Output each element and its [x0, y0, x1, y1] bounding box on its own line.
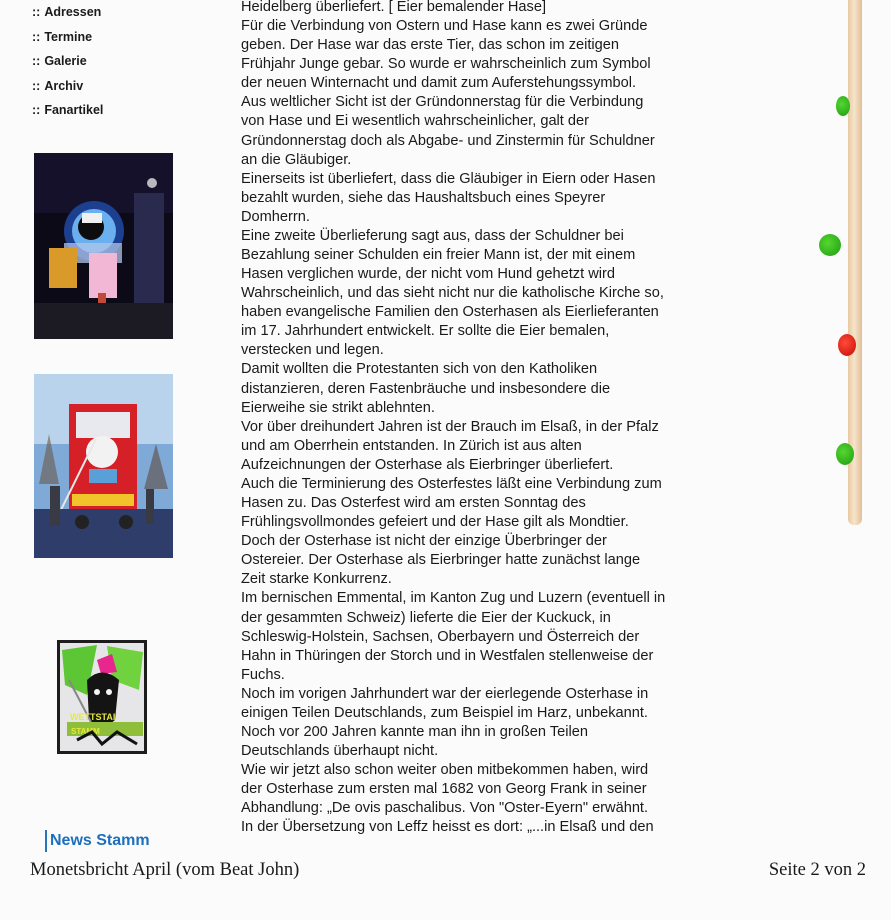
article-line: Heidelberg überliefert. [ Eier bemalender Hase] — [241, 0, 547, 15]
article-line: Wie wir jetzt also schon weiter oben mitbekommen haben, wird — [241, 762, 649, 779]
article-line: Damit wollten die Protestanten sich von den Katholiken — [241, 361, 598, 378]
article-line: der Osterhase zum ersten mal 1682 von Georg Frank in seiner — [241, 781, 647, 798]
article-line: Für die Verbindung von Ostern und Hase kann es zwei Gründe — [241, 18, 648, 35]
article-line: Vor über dreihundert Jahren ist der Brauch im Elsaß, in der Pfalz — [241, 418, 659, 435]
news-stamm-link[interactable]: News Stamm — [45, 830, 150, 852]
article-line: geben. Der Hase war das erste Tier, das schon im zeitigen — [241, 37, 620, 54]
article-line: distanzieren, deren Fastenbräuche und insbesondere die — [241, 380, 611, 397]
article-line: Doch der Osterhase ist nicht der einzige Überbringer der — [241, 533, 607, 550]
nav-bullet: :: — [32, 103, 41, 118]
article-line: In der Übersetzung von Leffz heisst es dort: „...in Elsaß und den — [241, 819, 654, 836]
article-line: von Hase und Ei wesentlich wahrscheinlicher, galt der — [241, 113, 590, 130]
article-line: Hasen verglichen wurde, der nicht vom Hund gehetzt wird — [241, 266, 615, 283]
article-line: Eine zweite Überlieferung sagt aus, dass der Schuldner bei — [241, 227, 624, 244]
photo-carnival-night — [34, 153, 173, 339]
article-line: Zeit starke Konkurrenz. — [241, 571, 392, 588]
green-dot-decoration — [819, 234, 841, 256]
article-line: Abhandlung: „De ovis paschalibus. Von "Oster-Eyern" erwähnt. — [241, 800, 649, 817]
article-line: Hahn in Thüringen der Storch und in Westfalen stellenweise der — [241, 647, 654, 664]
article-line: Fuchs. — [241, 666, 285, 683]
article-line: an die Gläubiger. — [241, 151, 352, 168]
green-dot-decoration — [836, 96, 850, 116]
article-line: verstecken und legen. — [241, 342, 384, 359]
article-line: und am Oberrhein entstanden. In Zürich ist aus alten — [241, 437, 582, 454]
article-line: Einerseits ist überliefert, dass die Gläubiger in Eiern oder Hasen — [241, 170, 656, 187]
nav-bullet: :: — [32, 54, 41, 69]
article-line: haben evangelische Familien den Osterhasen als Eierlieferanten — [241, 304, 659, 321]
article-line: Schleswig-Holstein, Sachsen, Oberbayern und Österreich der — [241, 628, 640, 645]
nav-item-termine[interactable] — [32, 27, 103, 52]
article-line: Frühlingsvollmondes gefeiert und der Hase gilt als Mondtier. — [241, 514, 629, 531]
nav-bullet: :: — [32, 78, 41, 93]
nav-item-galerie[interactable] — [32, 51, 103, 76]
wettstai-stamm-logo[interactable] — [57, 640, 147, 754]
article-line: Gründonnerstag doch als Abgabe- und Zinstermin für Schuldner — [241, 132, 655, 149]
article-line: Noch vor 200 Jahren kannte man ihn in großen Teilen — [241, 723, 588, 740]
sidebar-nav — [32, 2, 103, 125]
article-line: Auch die Terminierung des Osterfestes läßt eine Verbindung zum — [241, 475, 662, 492]
article-line: Noch im vorigen Jahrhundert war der eierlegende Osterhase in — [241, 685, 649, 702]
article-line: Ostereier. Der Osterhase als Eierbringer hatte zunächst lange — [241, 552, 641, 569]
logo-text-line1: WETTSTAI — [70, 712, 116, 722]
article-line: der gesammten Schweiz) lieferte die Eier der Kuckuck, in — [241, 609, 611, 626]
nav-item-label: Archiv — [44, 78, 84, 93]
nav-item-adressen[interactable] — [32, 2, 103, 27]
article-line: Frühjahr Junge gebar. So wurde er wahrscheinlich zum Symbol — [241, 56, 651, 73]
article-line: Hasen zu. Das Osterfest wird am ersten Sonntag des — [241, 495, 586, 512]
article-line: Aus weltlicher Sicht ist der Gründonnerstag für die Verbindung — [241, 94, 644, 111]
nav-item-fanartikel[interactable] — [32, 100, 103, 125]
nav-item-label: Galerie — [44, 54, 87, 69]
footer-title: Monetsbricht April (vom Beat John) — [30, 860, 300, 880]
article-line: Deutschlands überhaupt nicht. — [241, 743, 439, 760]
article-line: Im bernischen Emmental, im Kanton Zug und Luzern (eventuell in — [241, 590, 666, 607]
nav-item-label: Termine — [44, 29, 93, 44]
nav-item-archiv[interactable] — [32, 76, 103, 101]
nav-bullet: :: — [32, 29, 41, 44]
nav-item-label: Adressen — [44, 5, 102, 19]
green-dot-decoration — [836, 443, 854, 465]
nav-bullet: :: — [32, 5, 41, 19]
article-line: der neuen Winternacht und damit zum Auferstehungssymbol. — [241, 75, 637, 92]
article-line: Wahrscheinlich, und das sieht nicht nur die katholische Kirche so, — [241, 285, 664, 302]
article-line: bezahlt wurden, siehe das Haushaltsbuch eines Speyrer — [241, 189, 606, 206]
nav-item-label: Fanartikel — [44, 103, 104, 118]
article-line: Bezahlung seiner Schulden ein freier Mann ist, der mit einem — [241, 247, 636, 264]
article-line: im 17. Jahrhundert entwickelt. Er sollte die Eier bemalen, — [241, 323, 610, 340]
article-line: einigen Teilen Deutschlands, zum Beispiel im Harz, unbekannt. — [241, 704, 648, 721]
photo-parade-wagon — [34, 374, 173, 558]
article-line: Eierweihe sie strikt ablehnten. — [241, 399, 435, 416]
footer-page-number: Seite 2 von 2 — [768, 860, 866, 880]
article-line: Aufzeichnungen der Osterhase als Eierbringer überliefert. — [241, 456, 614, 473]
red-dot-decoration — [838, 334, 856, 356]
logo-text-line2: STAMM — [71, 727, 100, 736]
article-body — [241, 0, 756, 837]
article-line: Domherrn. — [241, 208, 310, 225]
